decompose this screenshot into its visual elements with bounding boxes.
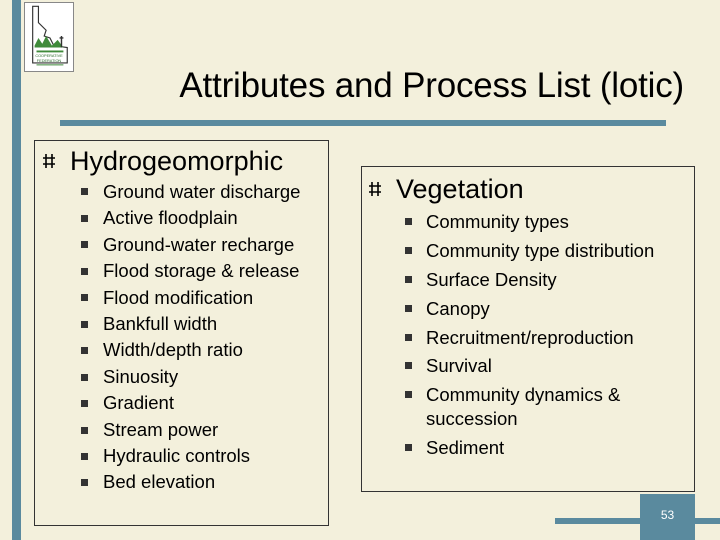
square-bullet-icon <box>81 188 88 195</box>
list-item: Community dynamics & <box>426 384 621 405</box>
list-item: Hydraulic controls <box>103 445 251 466</box>
list-item: Flood storage & release <box>103 260 300 281</box>
square-bullet-icon <box>405 276 412 283</box>
list-item: Bankfull width <box>103 313 218 334</box>
list-item: Bed elevation <box>103 471 216 492</box>
list-item: Survival <box>426 355 492 376</box>
square-bullet-icon <box>405 444 412 451</box>
logo-text-2: FEDERATION <box>36 58 62 63</box>
square-bullet-icon <box>405 218 412 225</box>
list-item: Ground-water recharge <box>103 234 295 255</box>
square-bullet-icon <box>81 427 88 434</box>
organization-logo <box>24 2 74 72</box>
square-bullet-icon <box>405 362 412 369</box>
square-bullet-icon <box>81 321 88 328</box>
list-item: Sinuosity <box>103 366 179 387</box>
hydrogeomorphic-heading <box>70 146 283 177</box>
slide-title: Attributes and Process List (lotic) <box>179 66 684 105</box>
square-bullet-icon <box>405 247 412 254</box>
vegetation-heading <box>396 174 524 205</box>
list-item: Community types <box>426 211 569 232</box>
list-item: Width/depth ratio <box>103 339 243 360</box>
logo-text-1: COOPERATIVE <box>35 54 63 59</box>
square-bullet-icon <box>405 334 412 341</box>
list-item: Active floodplain <box>103 207 238 228</box>
square-bullet-icon <box>405 305 412 312</box>
title-underline-bar <box>60 120 666 126</box>
bottom-accent-bar <box>555 518 720 524</box>
hash-bullet-icon <box>42 153 56 169</box>
square-bullet-icon <box>81 453 88 460</box>
section-title-text: Hydrogeomorphic <box>70 146 284 176</box>
square-bullet-icon <box>81 374 88 381</box>
list-item: Gradient <box>103 392 174 413</box>
list-item: Flood modification <box>103 287 254 308</box>
list-item: Recruitment/reproduction <box>426 327 634 348</box>
square-bullet-icon <box>81 241 88 248</box>
list-item: Stream power <box>103 419 219 440</box>
list-item-continuation: succession <box>426 408 518 429</box>
page-number: 53 <box>660 508 675 522</box>
list-item: Ground water discharge <box>103 181 301 202</box>
square-bullet-icon <box>81 400 88 407</box>
square-bullet-icon <box>81 479 88 486</box>
section-title-text: Vegetation <box>396 174 524 204</box>
hash-bullet-icon <box>368 181 382 197</box>
square-bullet-icon <box>81 268 88 275</box>
list-item: Sediment <box>426 437 505 458</box>
square-bullet-icon <box>81 294 88 301</box>
square-bullet-icon <box>405 391 412 398</box>
square-bullet-icon <box>81 215 88 222</box>
list-item: Surface Density <box>426 269 557 290</box>
list-item: Community type distribution <box>426 240 655 261</box>
idaho-logo-icon <box>25 3 73 71</box>
list-item: Canopy <box>426 298 490 319</box>
square-bullet-icon <box>81 347 88 354</box>
